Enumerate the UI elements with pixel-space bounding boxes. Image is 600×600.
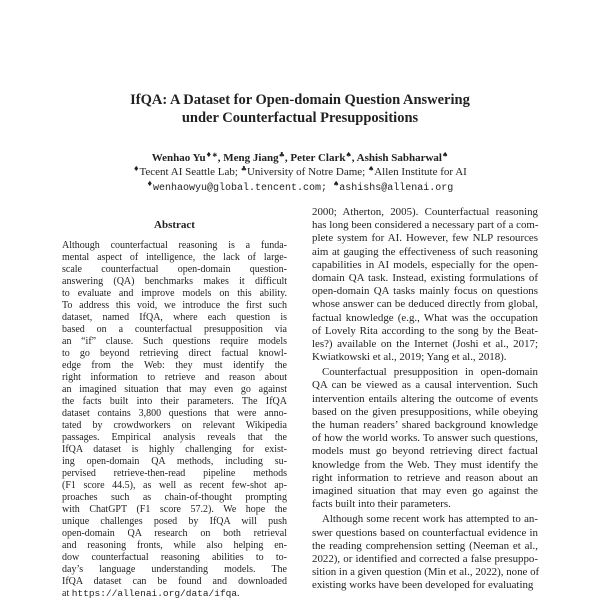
affiliation-name: Allen Institute for AI (374, 166, 467, 178)
text-line: pervised retrieve-then-read pipeline methods (62, 468, 287, 479)
text-line: (F1 score 44.5), as well as recent few-shot ap- (62, 480, 287, 491)
text-line: existing works have been developed for evaluating (312, 579, 534, 592)
text-line: open-domain QA tasks mainly focus on questions (312, 285, 538, 298)
author-name: Meng Jiang (223, 152, 279, 164)
text-line: To address this void, we introduce the first such (62, 300, 287, 311)
affiliation-mark: ♠ (441, 151, 449, 159)
text-line: based on the given presuppositions, while obeying (312, 405, 538, 418)
emails (0, 180, 600, 194)
text-line: sition in a given question (Min et al., 2022), none of (312, 566, 540, 579)
text-line: edge from the Web: they must identify the (62, 360, 287, 371)
text-fragment: at (62, 588, 72, 599)
affiliation-mark: ♠ (345, 151, 352, 159)
author-name: Wenhao Yu (151, 152, 206, 164)
text-line: and reasoning fronts, while also helping en- (62, 540, 287, 551)
text-line: IfQA dataset is highly challenging for exist- (62, 444, 287, 455)
email-address: wenhaowyu@global.tencent.com; (152, 183, 327, 194)
dataset-url-link[interactable]: https://allenai.org/data/ifqa (71, 588, 238, 599)
abstract-body (62, 240, 287, 600)
text-fragment: . (237, 588, 240, 599)
paper-title (0, 91, 600, 127)
author-name: Peter Clark (290, 152, 346, 164)
text-line (62, 588, 287, 600)
text-line: ing open-domain QA methods, including su- (62, 456, 287, 467)
affiliations (0, 165, 600, 178)
affiliation-name: Tecent AI Seattle Lab; (139, 166, 238, 178)
affiliation-mark: ♠ (333, 180, 340, 188)
text-line: right information to retrieve and reason about (62, 372, 287, 383)
text-line: knowledge from the Web. They must identify the (312, 458, 538, 471)
text-line: dataset contains 3,800 questions that were anno- (62, 408, 287, 419)
text-line: an imagined situation that may even go against (62, 384, 287, 395)
text-line: Kwiatkowski et al., 2019; Yang et al., 2018). (312, 351, 507, 364)
text-line: the reading comprehension setting (Neeman et al., (312, 539, 538, 552)
text-line: capabilities in AI models, especially for the open- (312, 258, 538, 271)
text-line: tated by crowdworkers on relevant Wikipedia (62, 420, 287, 431)
text-line: based on a counterfactual presupposition via (62, 324, 287, 335)
text-line: plete system for AI. However, few NLP resources (312, 232, 538, 245)
text-line: the facts built into their parameters. The IfQA (62, 396, 287, 407)
paragraph (312, 206, 538, 364)
text-line: intervention entails altering the outcome of events (312, 392, 538, 405)
text-line: facts built into their parameters. (312, 498, 451, 511)
text-line: proaches such as chain-of-thought prompting (62, 492, 287, 503)
title-line-2: under Counterfactual Presuppositions (181, 110, 419, 126)
text-line: dow counterfactual reasoning abilities to to- (62, 552, 287, 563)
email-address: ashishs@allenai.org (339, 183, 454, 194)
text-line: passages. Empirical analysis reveals that the (62, 432, 287, 443)
text-line: has long been considered a necessary part of a com- (312, 219, 539, 232)
affiliation-mark: ♣ (278, 151, 285, 159)
body-text-column (312, 206, 538, 592)
author-list: Wenhao Yu♦∗, Meng Jiang♣, Peter Clark♠, Ashish Sabharwal♠ (151, 151, 449, 164)
affiliation-mark: ♦ (146, 180, 153, 188)
text-line: dataset, named IfQA, where each question is (62, 312, 287, 323)
text-line: scale counterfactual open-domain question- (62, 264, 287, 275)
text-line: swer questions based on counterfactual evidence in (312, 526, 538, 539)
text-line: mental aspect of intelligence, the lack of large- (62, 252, 287, 263)
author-name: Ashish Sabharwal (356, 152, 442, 164)
text-line: day’s language understanding models. The (62, 564, 287, 575)
text-line: factual knowledge (e.g., What was the occupation (312, 311, 538, 324)
text-line: whose answer can be deduced directly from global, (312, 298, 538, 311)
text-line: imagined situation that may even go against the (312, 484, 538, 497)
text-line: right information to retrieve and reason about an (312, 471, 538, 484)
affiliation-mark: ♠ (367, 165, 375, 173)
text-line: Counterfactual presupposition in open-domain (322, 366, 538, 379)
text-line: les?) available on the Internet (Joshi et al., 2017; (312, 337, 538, 350)
affiliation-mark: ♦ (133, 165, 140, 173)
paragraph (62, 240, 287, 600)
text-line: IfQA dataset can be found and downloaded (62, 576, 287, 587)
text-line: models must go beyond retrieving direct factual (312, 445, 538, 458)
text-line: the human readers’ shared background knowledge (312, 419, 538, 431)
text-line: an “if” clause. Such questions require models (62, 336, 287, 347)
text-line: Although counterfactual reasoning is a funda- (62, 240, 287, 251)
abstract-heading: Abstract (154, 219, 195, 231)
text-line: of Lovely Rita according to the song by the Beat- (312, 324, 538, 337)
affiliation-mark: ♣ (240, 165, 247, 173)
text-line: to go beyond retrieving direct factual knowl- (62, 348, 287, 359)
affiliation-mark: ♦∗ (205, 151, 218, 159)
text-line: 2000; Atherton, 2005). Counterfactual reasoning (312, 206, 538, 218)
text-line: 2022), or identified and corrected a false presuppo- (312, 552, 538, 565)
paragraph (312, 366, 538, 511)
affiliation-name: University of Notre Dame; (246, 166, 366, 178)
title-line-1: IfQA: A Dataset for Open-domain Question Answering (130, 92, 470, 108)
text-line: domain QA task. Instead, existing formulations of (312, 271, 538, 284)
text-line: Although some recent work has attempted to an- (322, 513, 538, 526)
text-line: QA can be viewed as a causal intervention. Such (312, 379, 538, 392)
paragraph (312, 513, 538, 592)
text-line: answering (QA) benchmarks makes it difficult (62, 276, 287, 287)
text-line: open-domain QA research on both retrieval (62, 528, 287, 539)
text-line: unique challenges posed by IfQA will push (62, 516, 287, 527)
text-line: of how the world works. To answer such questions, (312, 432, 538, 445)
text-line: with ChatGPT (F1 score 57.2). We hope the (62, 504, 287, 515)
text-line: to evaluate and improve models on this ability. (62, 288, 287, 299)
text-line: aim at gauging the effectiveness of such reasoning (312, 245, 538, 258)
